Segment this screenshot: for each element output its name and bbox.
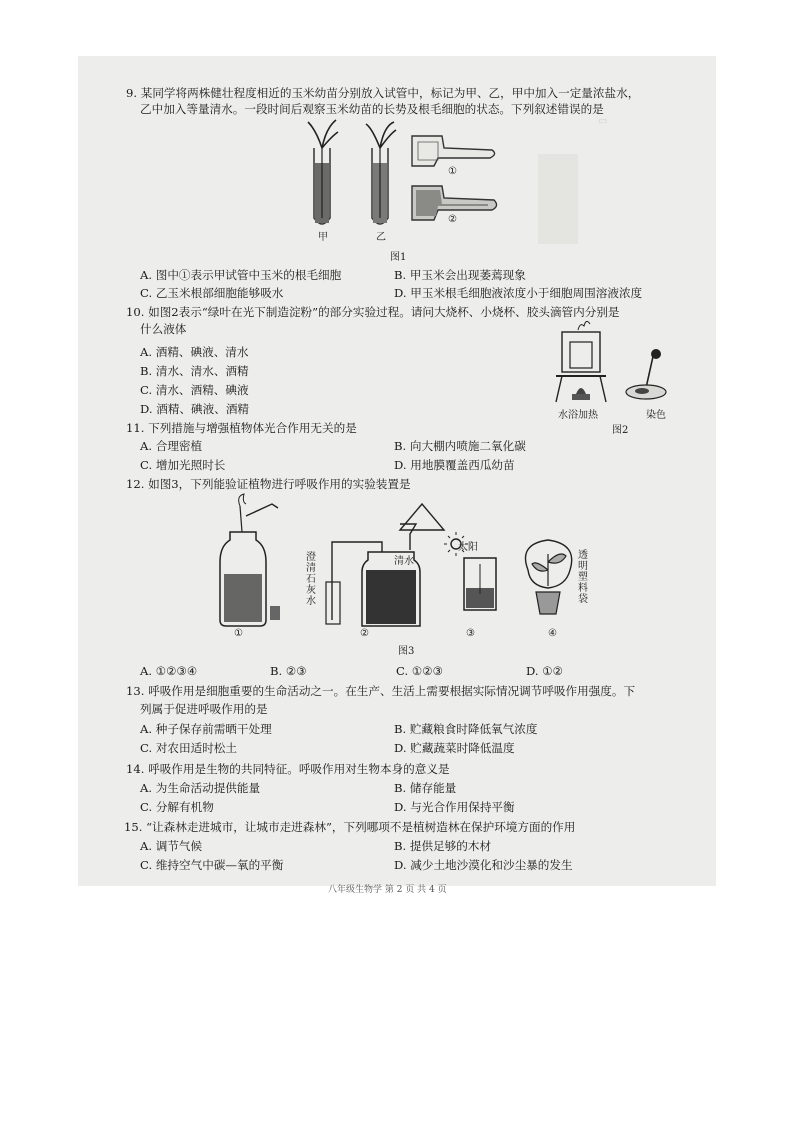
q14-option-d: D. 与光合作用保持平衡 (394, 800, 515, 814)
plastic-bag-char: 料 (578, 583, 588, 594)
limewater-char: 清 (306, 563, 316, 574)
device-number-1: ① (234, 628, 243, 639)
plastic-bag-label (577, 550, 589, 605)
limewater-char: 石 (306, 574, 316, 585)
q11-option-d: D. 用地膜覆盖西瓜幼苗 (394, 458, 515, 472)
device-1-flask-candle (216, 502, 286, 632)
limewater-label (305, 552, 317, 607)
water-bath-label: 水浴加热 (558, 410, 598, 421)
figure-1-test-tubes (302, 118, 502, 258)
q15-option-b: B. 提供足够的木材 (394, 839, 492, 853)
q15-stem: 15. “让森林走进城市，让城市走进森林”，下列哪项不是植树造林在保护环境方面的作用 (124, 820, 576, 834)
bleed-through-mark: ▭ (598, 116, 608, 127)
device-number-4: ④ (548, 628, 557, 639)
q13-option-c: C. 对农田适时松土 (140, 741, 237, 755)
figure-2-staining-dish (624, 348, 684, 408)
q9-option-b: B. 甲玉米会出现萎蔫现象 (394, 268, 526, 282)
figure-3-caption: 图3 (398, 646, 415, 657)
limewater-char: 澄 (306, 552, 316, 563)
q11-stem: 11. 下列措施与增强植物体光合作用无关的是 (126, 421, 357, 435)
figure-1-caption: 图1 (390, 252, 407, 263)
q12-option-c: C. ①②③ (396, 664, 444, 678)
q14-option-c: C. 分解有机物 (140, 800, 214, 814)
q12-stem: 12. 如图3，下列能验证植物进行呼吸作用的实验装置是 (126, 477, 411, 491)
q14-stem: 14. 呼吸作用是生物的共同特征。呼吸作用对生物本身的意义是 (126, 762, 450, 776)
page-footer: 八年级生物学 第 2 页 共 4 页 (328, 885, 447, 895)
q10-option-d: D. 酒精、碘液、酒精 (140, 402, 250, 416)
plastic-bag-char: 袋 (578, 594, 588, 605)
q9-stem-line1: 9. 某同学将两株健壮程度相近的玉米幼苗分别放入试管中，标记为甲、乙，甲中加入一定量浓盐水， (126, 86, 640, 100)
limewater-char: 水 (306, 596, 316, 607)
sun-label: 太阳 (458, 542, 478, 553)
q10-option-c: C. 清水、酒精、碘液 (140, 383, 249, 397)
q11-option-c: C. 增加光照时长 (140, 458, 226, 472)
device-number-2: ② (360, 628, 369, 639)
q14-option-b: B. 储存能量 (394, 781, 457, 795)
q12-option-d: D. ①② (526, 664, 564, 678)
q13-option-d: D. 贮藏蔬菜时降低温度 (394, 741, 515, 755)
q13-option-b: B. 贮藏粮食时降低氧气浓度 (394, 722, 538, 736)
q9-option-a: A. 图中①表示甲试管中玉米的根毛细胞 (140, 268, 342, 282)
q15-option-a: A. 调节气候 (140, 839, 203, 853)
q15-option-d: D. 减少土地沙漠化和沙尘暴的发生 (394, 858, 573, 872)
q11-option-a: A. 合理密植 (140, 439, 203, 453)
q15-option-c: C. 维持空气中碳—氧的平衡 (140, 858, 284, 872)
q9-option-c: C. 乙玉米根部细胞能够吸水 (140, 286, 284, 300)
q10-stem-line1: 10. 如图2表示“绿叶在光下制造淀粉”的部分实验过程。请问大烧杯、小烧杯、胶头滴管内分别是 (126, 305, 620, 319)
stain-label: 染色 (646, 410, 666, 421)
bleed-through-mark (538, 154, 578, 244)
tube-label-jia: 甲 (318, 232, 328, 243)
scanned-page (78, 56, 716, 895)
limewater-char: 灰 (306, 585, 316, 596)
q12-option-a: A. ①②③④ (140, 664, 198, 678)
q12-option-b: B. ②③ (270, 664, 307, 678)
plastic-bag-char: 明 (578, 561, 588, 572)
q10-stem-line2: 什么液体 (140, 322, 187, 336)
q14-option-a: A. 为生命活动提供能量 (140, 781, 261, 795)
q13-option-a: A. 种子保存前需晒干处理 (140, 722, 272, 736)
figure-2-caption: 图2 (612, 425, 629, 436)
cell-label-2: ② (448, 214, 457, 225)
device-number-3: ③ (466, 628, 475, 639)
clear-water-label: 清水 (394, 556, 414, 567)
q13-stem-line2: 列属于促进呼吸作用的是 (140, 702, 268, 716)
q13-stem-line1: 13. 呼吸作用是细胞重要的生命活动之一。在生产、生活上需要根据实际情况调节呼吸作用强度。下 (126, 684, 636, 698)
q9-stem-line2: 乙中加入等量清水。一段时间后观察玉米幼苗的长势及根毛细胞的状态。下列叙述错误的是 (140, 102, 604, 116)
q10-option-b: B. 清水、清水、酒精 (140, 364, 249, 378)
q9-option-d: D. 甲玉米根毛细胞液浓度小于细胞周围溶液浓度 (394, 286, 643, 300)
q11-option-b: B. 向大棚内喷施二氧化碳 (394, 439, 526, 453)
tube-label-yi: 乙 (376, 232, 386, 243)
cell-label-1: ① (448, 166, 457, 177)
device-2-limewater-setup (328, 502, 448, 632)
plastic-bag-char: 塑 (578, 572, 588, 583)
plastic-bag-char: 透 (578, 550, 588, 561)
q10-option-a: A. 酒精、碘液、清水 (140, 345, 249, 359)
